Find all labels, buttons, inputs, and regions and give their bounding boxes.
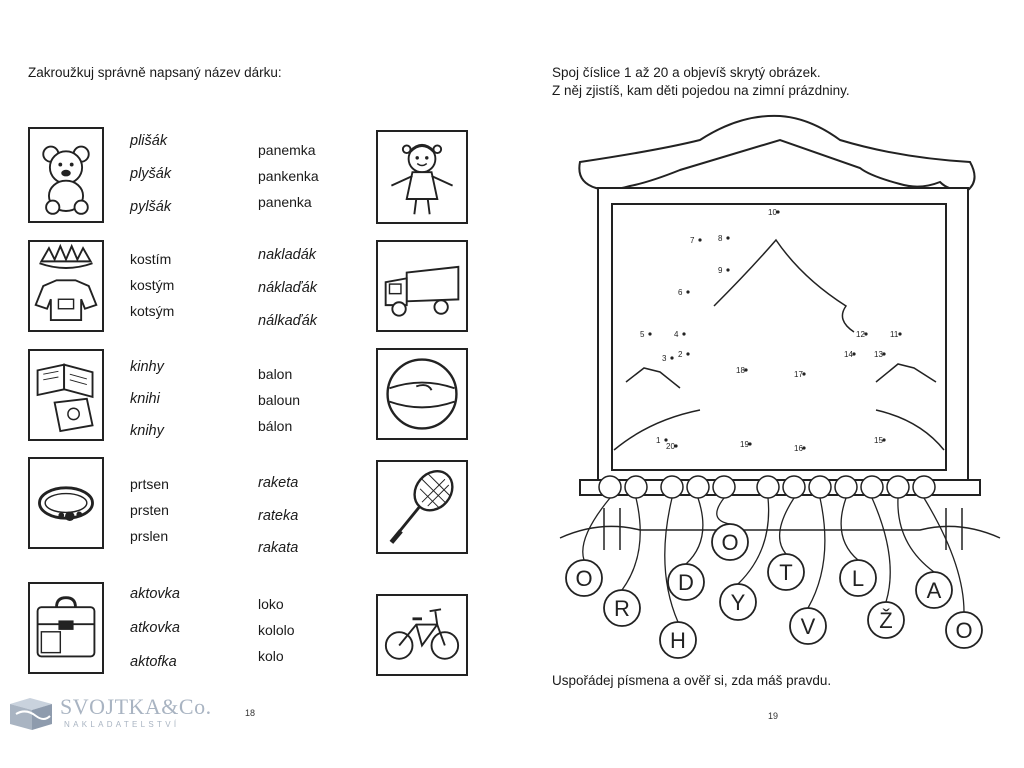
string-line <box>898 498 934 572</box>
option-word[interactable]: plyšák <box>130 166 172 182</box>
option-word[interactable]: pylšák <box>130 199 172 215</box>
option-word[interactable]: knihy <box>130 423 164 439</box>
dot-label: 4 <box>674 330 679 339</box>
dot-7[interactable] <box>698 238 701 241</box>
dot-6[interactable] <box>686 290 689 293</box>
string-line <box>665 498 678 622</box>
dot-label: 16 <box>794 444 803 453</box>
option-word[interactable]: nakladák <box>258 247 317 263</box>
dot-label: 17 <box>794 370 803 379</box>
string-line <box>622 498 640 590</box>
dot-label: 19 <box>740 440 749 449</box>
dot-label: 18 <box>736 366 745 375</box>
doll-icon <box>376 130 468 224</box>
option-word[interactable]: rakata <box>258 540 299 556</box>
dot-label: 9 <box>718 266 723 275</box>
string-line <box>808 498 825 608</box>
ring <box>713 476 735 498</box>
option-word[interactable]: kinhy <box>130 359 164 375</box>
dot-label: 12 <box>856 330 865 339</box>
dot-8[interactable] <box>726 236 729 239</box>
dot-11[interactable] <box>898 332 901 335</box>
option-word[interactable]: prtsen <box>130 476 169 492</box>
ring <box>599 476 621 498</box>
ring <box>887 476 909 498</box>
publisher-name: SVOJTKA&Co. <box>60 694 212 719</box>
ring <box>835 476 857 498</box>
string-line <box>841 498 858 560</box>
letter-label: O <box>721 530 739 555</box>
letter-label: T <box>779 560 793 585</box>
dot-label: 20 <box>666 442 675 451</box>
option-word[interactable]: baloun <box>258 392 301 408</box>
bicycle-icon <box>376 594 468 676</box>
dot-label: 7 <box>690 236 695 245</box>
option-word[interactable]: plišák <box>130 133 168 149</box>
letter-label: O <box>575 566 593 591</box>
letter-label: V <box>800 614 816 639</box>
ball-icon <box>376 348 468 440</box>
books-icon <box>28 349 104 441</box>
string-line <box>686 498 703 564</box>
ring <box>913 476 935 498</box>
publisher-logo-icon <box>8 694 54 732</box>
ring <box>625 476 647 498</box>
letter-label: L <box>851 566 865 591</box>
letter-label: O <box>955 618 973 643</box>
truck-icon <box>376 240 468 332</box>
dot-9[interactable] <box>726 268 729 271</box>
publisher-subtitle: NAKLADATELSTVÍ <box>64 720 180 729</box>
dot-label: 5 <box>640 330 645 339</box>
dot-label: 6 <box>678 288 683 297</box>
page-number-left: 18 <box>245 708 256 718</box>
letter-label: Y <box>730 590 746 615</box>
dot-label: 15 <box>874 436 883 445</box>
option-word[interactable]: náklaďák <box>258 280 318 296</box>
ring <box>661 476 683 498</box>
string-line <box>717 498 730 524</box>
letter-label: D <box>678 570 694 595</box>
dot-3[interactable] <box>670 356 673 359</box>
option-word[interactable]: knihi <box>130 391 160 407</box>
option-word[interactable]: rateka <box>258 508 299 524</box>
bottom-instruction: Uspořádej písmena a ověř si, zda máš pravdu. <box>552 673 832 688</box>
snowy-roof <box>579 116 974 190</box>
bracelet-icon <box>28 457 104 549</box>
teddy-bear-icon <box>28 127 104 223</box>
option-word[interactable]: prsten <box>130 502 169 518</box>
option-word[interactable]: loko <box>258 596 284 612</box>
option-word[interactable]: pankenka <box>258 168 319 184</box>
option-word[interactable]: kostým <box>130 277 175 293</box>
letter-label: Ž <box>879 608 893 633</box>
option-word[interactable]: atkovka <box>130 620 180 636</box>
dot-label: 8 <box>718 234 723 243</box>
ring <box>783 476 805 498</box>
racket-icon <box>376 460 468 554</box>
option-word[interactable]: raketa <box>258 475 299 491</box>
option-word[interactable]: balon <box>258 366 293 382</box>
dot-4[interactable] <box>682 332 685 335</box>
school-bag-icon <box>28 582 104 674</box>
ring <box>809 476 831 498</box>
option-word[interactable]: panemka <box>258 142 316 158</box>
right-instruction-2: Z něj zjistíš, kam děti pojedou na zimní prázdniny. <box>552 83 850 98</box>
dot-label: 14 <box>844 350 853 359</box>
option-word[interactable]: kolo <box>258 648 284 664</box>
letter-label: A <box>926 578 942 603</box>
right-instruction-1: Spoj číslice 1 až 20 a objevíš skrytý obrázek. <box>552 65 821 80</box>
dot-2[interactable] <box>686 352 689 355</box>
dot-label: 13 <box>874 350 883 359</box>
dot-label: 11 <box>890 330 899 339</box>
option-word[interactable]: aktovka <box>130 586 180 602</box>
ring <box>757 476 779 498</box>
letter-label: H <box>670 628 686 653</box>
option-word[interactable]: kostím <box>130 251 172 267</box>
option-word[interactable]: kololo <box>258 622 295 638</box>
dot-label: 1 <box>656 436 661 445</box>
costume-icon <box>28 240 104 332</box>
option-word[interactable]: bálon <box>258 418 293 434</box>
dot-label: 2 <box>678 350 683 359</box>
option-word[interactable]: nálkaďák <box>258 313 318 329</box>
option-word[interactable]: panenka <box>258 194 312 210</box>
option-word[interactable]: prslen <box>130 528 169 544</box>
string-line <box>780 498 794 554</box>
page-number-right: 19 <box>768 711 779 721</box>
dot-to-dot-puzzle <box>540 110 1010 670</box>
ring <box>687 476 709 498</box>
left-instruction: Zakroužkuj správně napsaný název dárku: <box>28 65 282 80</box>
letter-label: R <box>614 596 630 621</box>
option-word[interactable]: aktofka <box>130 654 177 670</box>
publisher-logo <box>8 694 212 734</box>
dot-5[interactable] <box>648 332 651 335</box>
dot-label: 10 <box>768 208 777 217</box>
ring <box>861 476 883 498</box>
option-word[interactable]: kotsým <box>130 303 175 319</box>
dot-label: 3 <box>662 354 667 363</box>
